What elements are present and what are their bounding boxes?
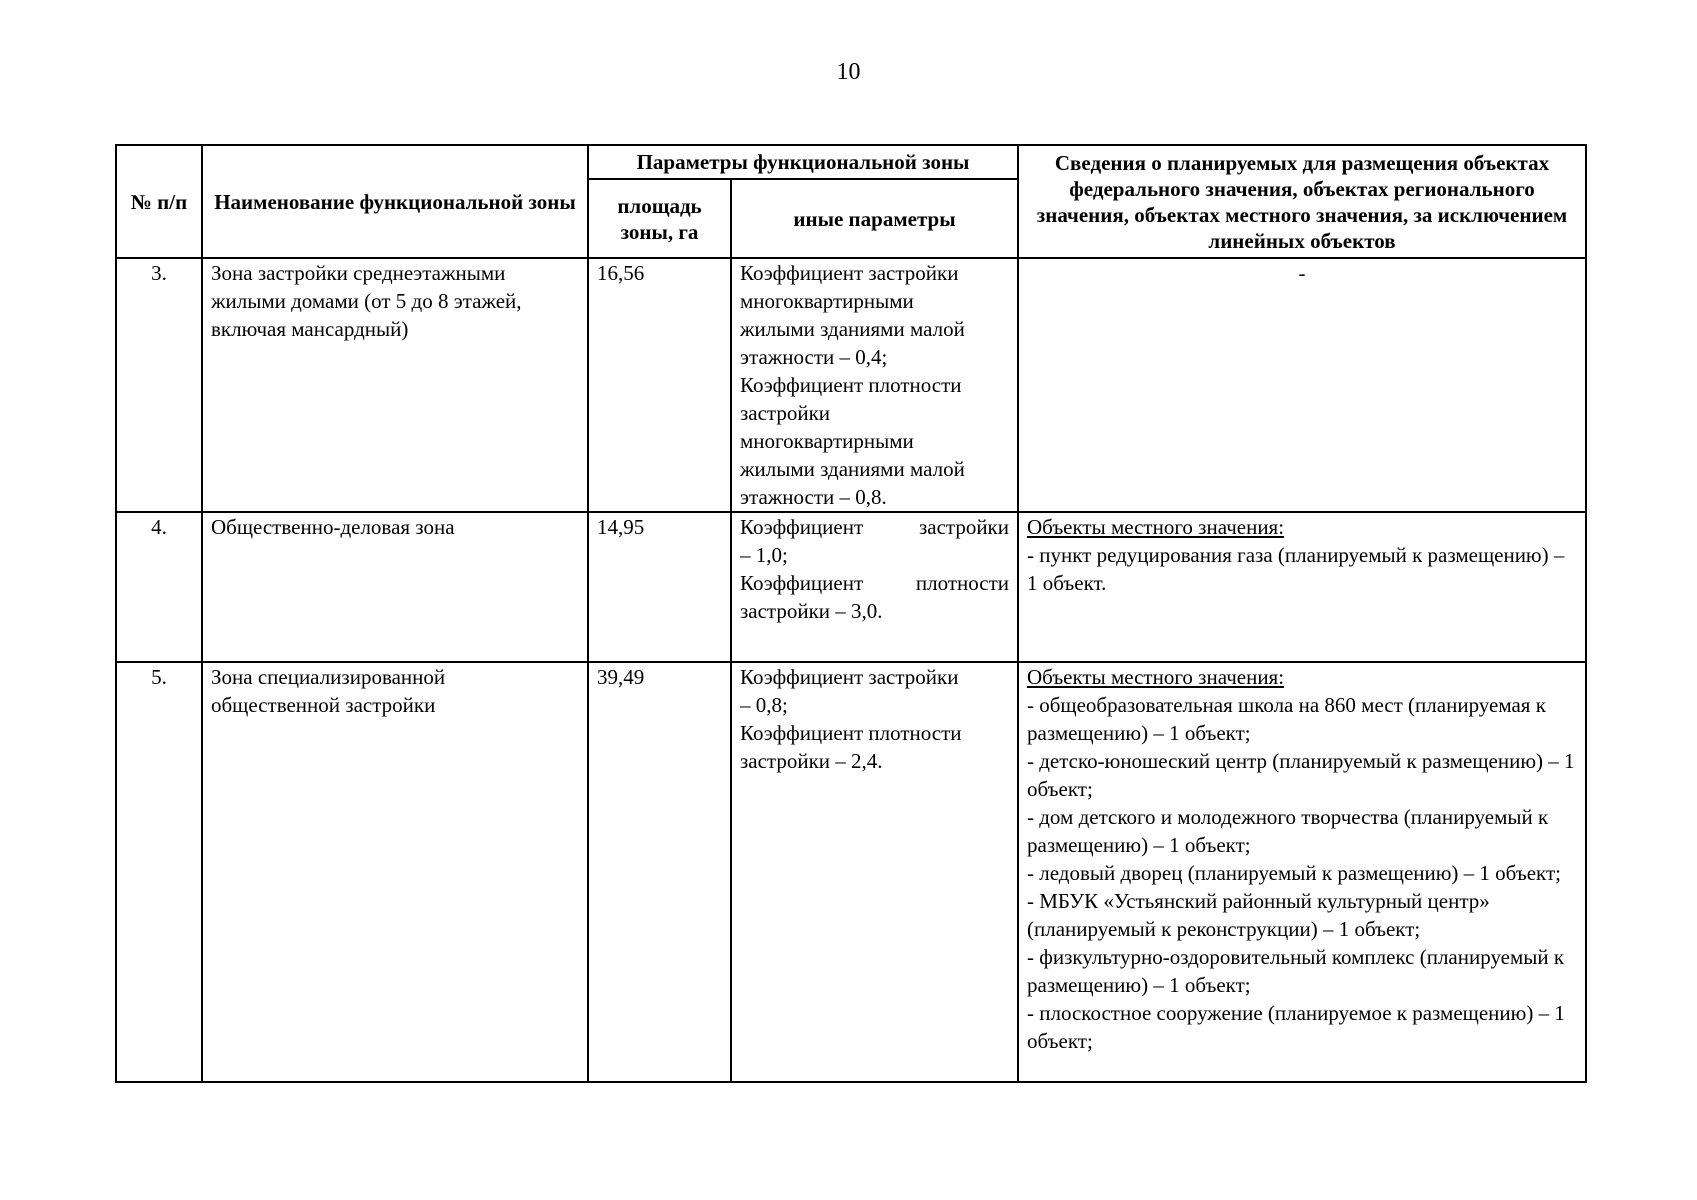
planned-objects-heading: Объекты местного значения:	[1027, 515, 1285, 539]
param-line: этажности – 0,8.	[740, 485, 887, 509]
planned-object-item: - МБУК «Устьянский районный культурный центр» (планируемый к реконструкции) – 1 объект;	[1027, 889, 1490, 941]
zone-params	[731, 512, 1018, 662]
planned-object-item: - общеобразовательная школа на 860 мест (планируемая к размещению) – 1 объект;	[1027, 693, 1546, 745]
param-line: застройки – 2,4.	[740, 749, 883, 773]
zone-name: Общественно-деловая зона	[202, 512, 588, 662]
zone-area: 39,49	[588, 662, 731, 1082]
header-other-params: иные параметры	[731, 179, 1018, 258]
param-line: жилыми зданиями малой	[740, 317, 965, 341]
param-line: Коэффициент застройки	[740, 665, 959, 689]
row-number: 3.	[116, 258, 202, 512]
zone-name: Зона специализированной общественной застройки	[202, 662, 588, 1082]
param-line: этажности – 0,4;	[740, 345, 888, 369]
zone-name: Зона застройки среднеэтажными жилыми домами (от 5 до 8 этажей, включая мансардный)	[202, 258, 588, 512]
planned-object-item: - пункт редуцирования газа (планируемый к размещению) – 1 объект.	[1027, 543, 1565, 595]
param-line: Коэффициент застройки	[740, 515, 1009, 539]
table-row	[116, 512, 1586, 662]
planned-objects-empty: -	[1018, 258, 1586, 512]
planned-objects-heading: Объекты местного значения:	[1027, 665, 1285, 689]
planned-object-item: - плоскостное сооружение (планируемое к размещению) – 1 объект;	[1027, 1001, 1565, 1053]
param-line: застройки	[740, 401, 831, 425]
functional-zones-table	[115, 144, 1587, 1083]
header-area: площадь зоны, га	[588, 179, 731, 258]
planned-object-item: - ледовый дворец (планируемый к размещению) – 1 объект;	[1027, 861, 1561, 885]
header-zone-name: Наименование функциональной зоны	[202, 145, 588, 258]
row-number: 5.	[116, 662, 202, 1082]
param-line: Коэффициент плотности	[740, 571, 1009, 595]
zone-params	[731, 662, 1018, 1082]
param-line: многоквартирными	[740, 289, 914, 313]
header-planned-objects: Сведения о планируемых для размещения объектах федерального значения, объектах регионального значения, объектах местного значения, за исключением линейных объектов	[1018, 145, 1586, 258]
planned-objects	[1018, 662, 1586, 1082]
zone-params	[731, 258, 1018, 512]
table-header-row	[116, 145, 1586, 179]
zone-area: 16,56	[588, 258, 731, 512]
header-num: № п/п	[116, 145, 202, 258]
param-line: – 1,0;	[740, 543, 788, 567]
zone-area: 14,95	[588, 512, 731, 662]
planned-objects	[1018, 512, 1586, 662]
planned-object-item: - детско-юношеский центр (планируемый к размещению) – 1 объект;	[1027, 749, 1575, 801]
header-zone-params: Параметры функциональной зоны	[588, 145, 1018, 179]
param-line: Коэффициент плотности	[740, 373, 962, 397]
param-line: жилыми зданиями малой	[740, 457, 965, 481]
param-line: – 0,8;	[740, 693, 788, 717]
param-line: многоквартирными	[740, 429, 914, 453]
table-row	[116, 662, 1586, 1082]
row-number: 4.	[116, 512, 202, 662]
table-row	[116, 258, 1586, 512]
planned-object-item: - физкультурно-оздоровительный комплекс (планируемый к размещению) – 1 объект;	[1027, 945, 1565, 997]
page-number: 10	[836, 59, 861, 85]
param-line: Коэффициент плотности	[740, 721, 962, 745]
param-line: Коэффициент застройки	[740, 261, 959, 285]
param-line: застройки – 3,0.	[740, 599, 883, 623]
planned-object-item: - дом детского и молодежного творчества (планируемый к размещению) – 1 объект;	[1027, 805, 1549, 857]
